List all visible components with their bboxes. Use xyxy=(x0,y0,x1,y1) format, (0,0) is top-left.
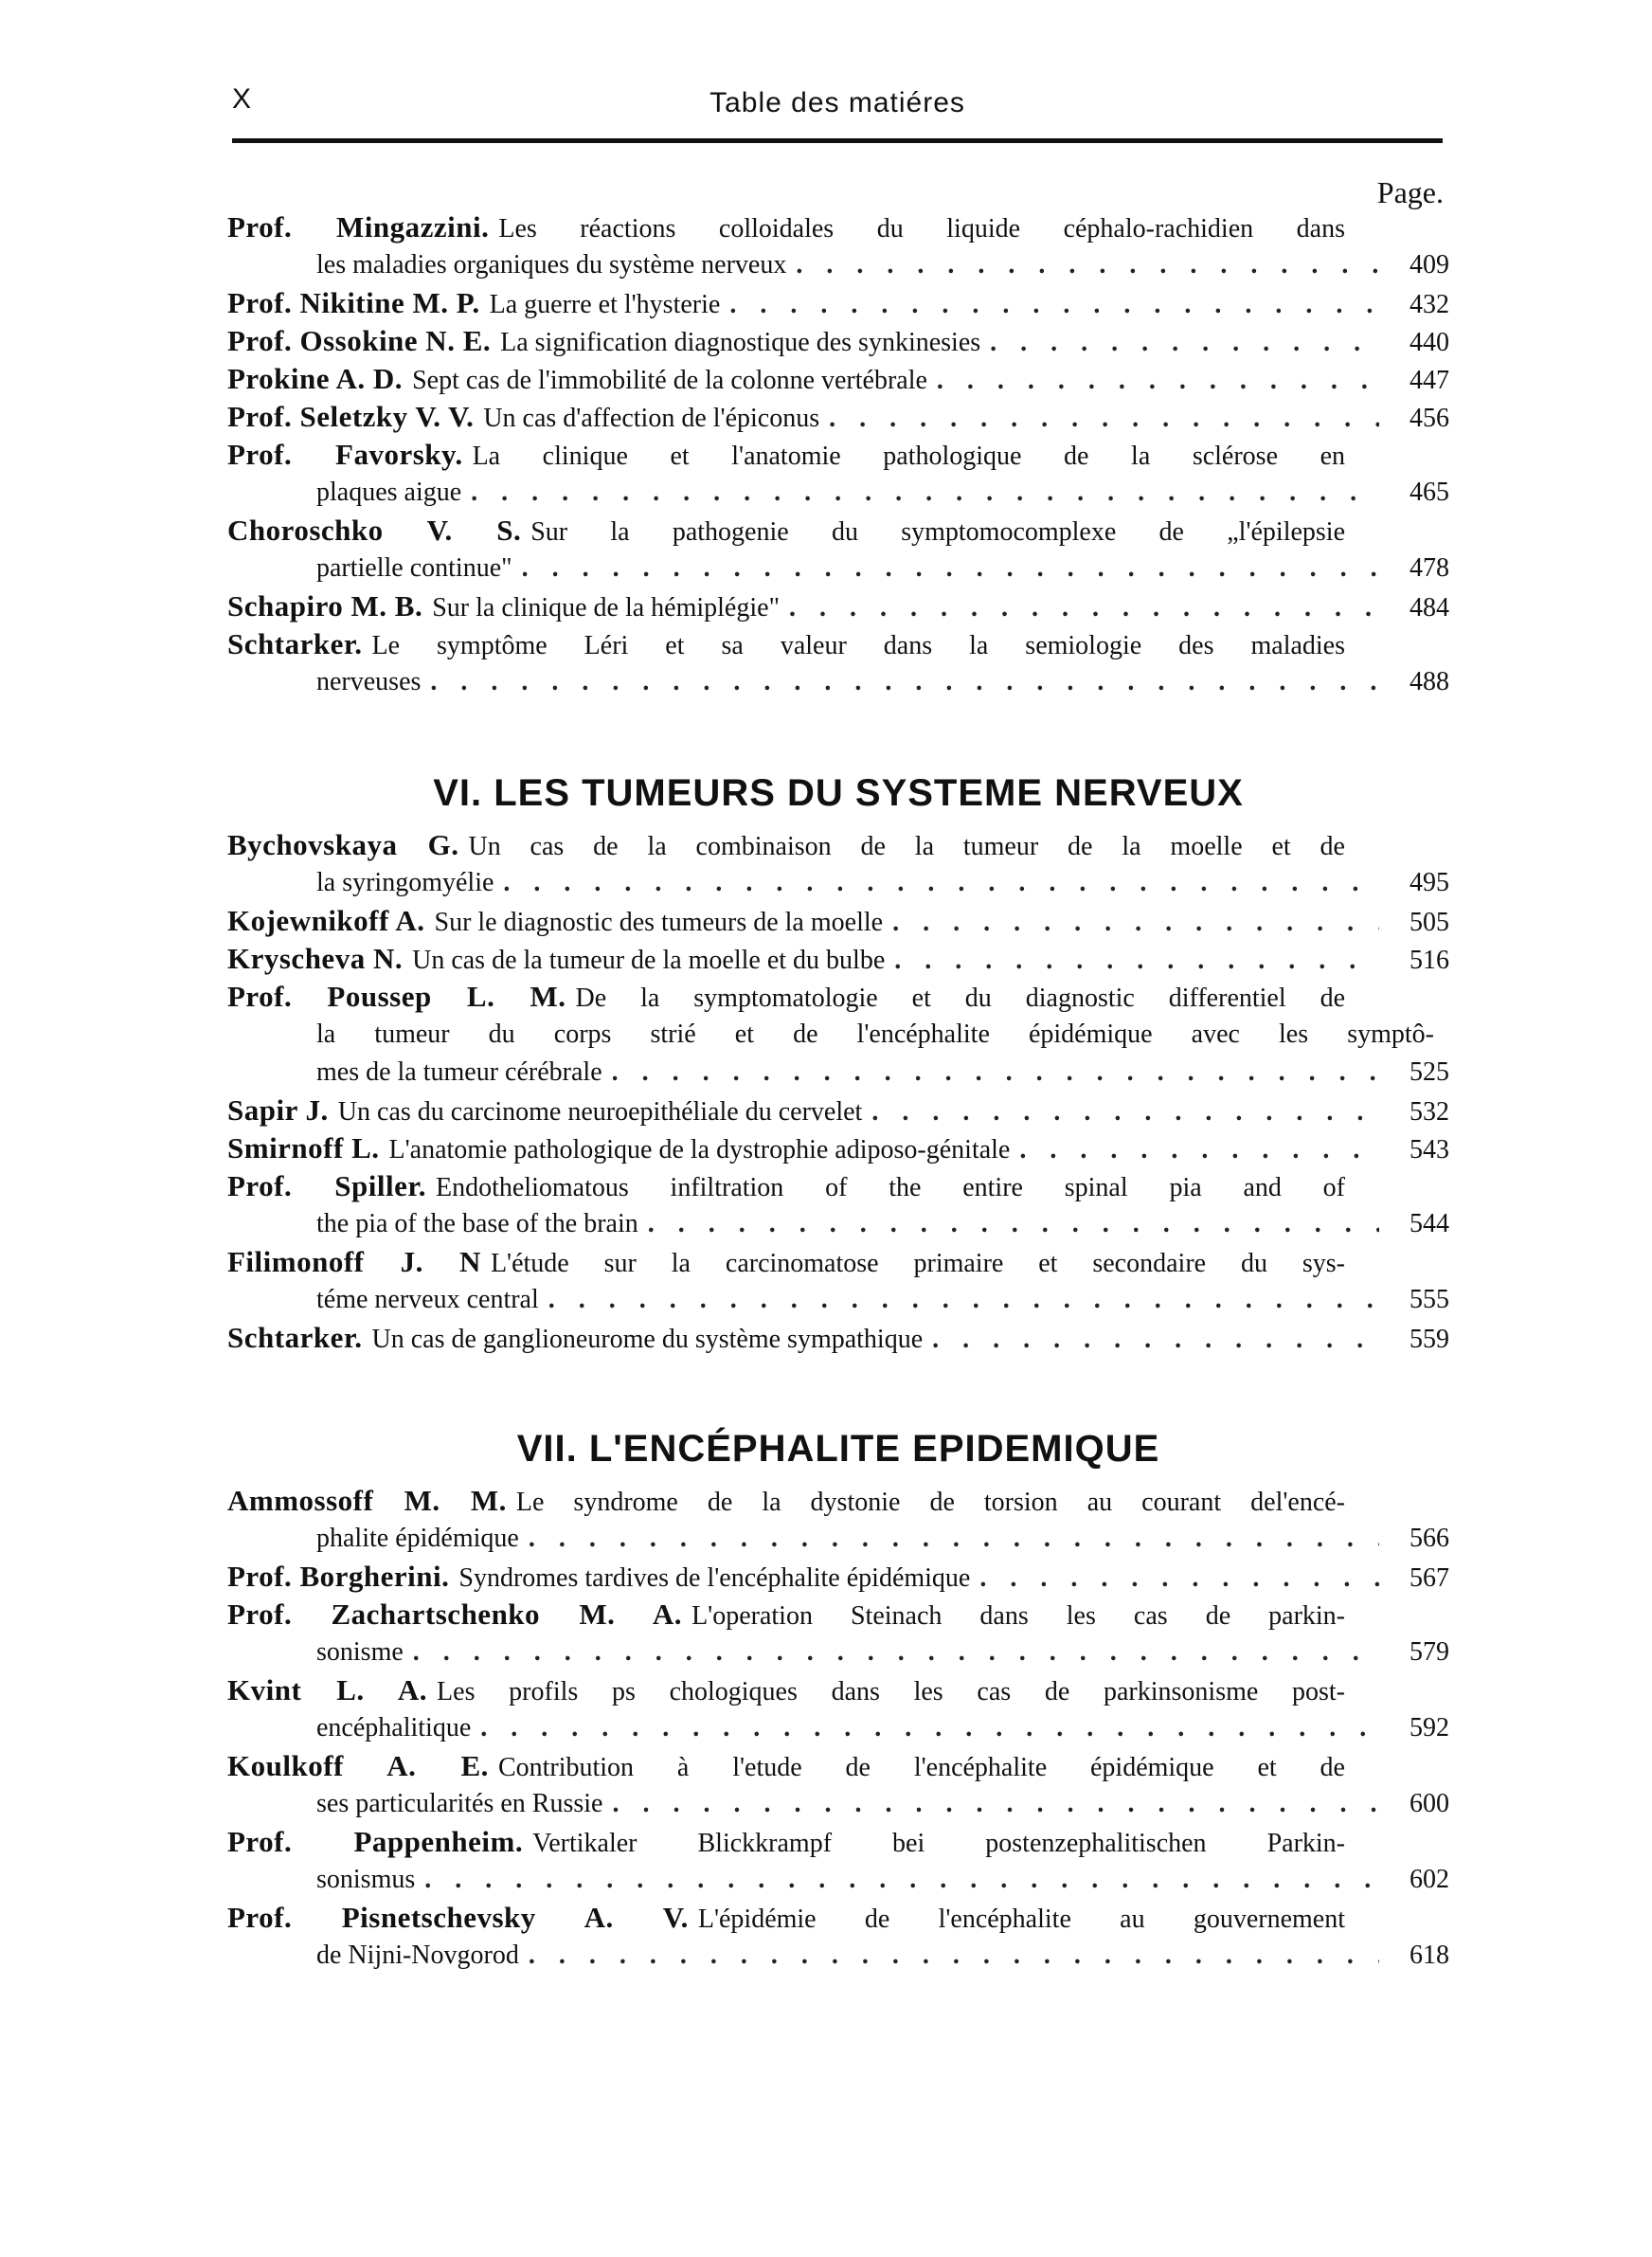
toc-author: Prof. Zachartschenko M. A. xyxy=(227,1598,683,1631)
toc-entry-line-text xyxy=(227,940,885,980)
toc-entry xyxy=(227,1899,1449,1975)
toc-entry-line xyxy=(227,1054,1449,1092)
header-rule xyxy=(232,138,1443,143)
toc-entry-line xyxy=(227,208,1449,246)
toc-entry-line-text xyxy=(316,1634,404,1671)
toc-entry-line-text xyxy=(316,550,512,587)
toc-author: Sapir J. xyxy=(227,1093,329,1127)
dot-leader xyxy=(480,1709,1379,1747)
toc-section-5 xyxy=(227,208,1449,701)
toc-title-text: sonisme xyxy=(316,1637,404,1667)
toc-title-text: La signification diagnostique des synkinesies xyxy=(500,328,981,357)
toc-entry-list xyxy=(227,1482,1449,1975)
toc-entry-line-text xyxy=(316,474,461,512)
dot-leader xyxy=(503,864,1379,902)
toc-entry xyxy=(227,322,1449,360)
toc-author: Koulkoff A. E. xyxy=(227,1749,489,1782)
toc-entry xyxy=(227,1596,1449,1671)
toc-entry-line xyxy=(227,1634,1449,1671)
section-title: VII. L'ENCÉPHALITE EPIDEMIQUE xyxy=(516,1428,1160,1470)
toc-entry-line xyxy=(227,550,1449,587)
toc-entry-line xyxy=(227,1861,1449,1899)
toc-entry-line xyxy=(227,864,1449,902)
dot-leader xyxy=(612,1785,1379,1823)
toc-entry-line-text xyxy=(227,625,1345,665)
toc-author: Schapiro M. B. xyxy=(227,589,423,623)
toc-title-text: partielle continue" xyxy=(316,553,512,583)
toc-entry xyxy=(227,978,1449,1092)
toc-entry xyxy=(227,1482,1449,1558)
toc-entry-line xyxy=(227,587,1449,625)
toc-page-number: 543 xyxy=(1410,1135,1449,1165)
toc-title-text: Les réactions colloidales du liquide céphalo-rachidien dans xyxy=(498,214,1345,244)
toc-entry-line xyxy=(227,1937,1449,1975)
toc-page-number: 488 xyxy=(1410,667,1449,696)
toc-title-text: La clinique et l'anatomie pathologique de la sclérose en xyxy=(472,442,1345,471)
toc-entry-line xyxy=(227,1671,1449,1709)
page-header xyxy=(232,83,1443,131)
dot-leader xyxy=(796,246,1379,284)
toc-page-number: 478 xyxy=(1410,553,1449,583)
toc-entry-line xyxy=(227,360,1449,398)
toc-title-text: Sur le diagnostic des tumeurs de la moelle xyxy=(434,908,884,937)
toc-title-text: phalite épidémique xyxy=(316,1524,519,1553)
toc-page-number: 567 xyxy=(1410,1563,1449,1593)
toc-section-6 xyxy=(227,760,1449,1357)
toc-entry-line xyxy=(227,1016,1449,1054)
toc-page-number: 566 xyxy=(1410,1524,1449,1553)
toc-entry-line-text xyxy=(227,208,1345,248)
toc-entry-line xyxy=(227,1899,1449,1937)
dot-leader xyxy=(894,942,1379,980)
toc-entry-line xyxy=(227,940,1449,978)
toc-page-number: 600 xyxy=(1410,1789,1449,1818)
toc-title-text: téme nerveux central xyxy=(316,1285,539,1314)
toc-entry-line-text xyxy=(316,1520,519,1558)
toc-entry-line-text xyxy=(227,1167,1345,1207)
toc-author: Prof. Poussep L. M. xyxy=(227,980,566,1013)
dot-leader xyxy=(892,904,1379,942)
toc-entry-line xyxy=(227,512,1449,550)
toc-entry-line-text xyxy=(227,284,720,324)
dot-leader xyxy=(729,286,1379,324)
toc-entry-line-text xyxy=(227,322,980,362)
toc-entry xyxy=(227,826,1449,902)
toc-entry-line xyxy=(227,1785,1449,1823)
toc-entry-line-text xyxy=(227,398,819,438)
toc-page-number: 579 xyxy=(1410,1637,1449,1667)
toc-entry-line-text xyxy=(316,1861,415,1899)
toc-title-text: Sur la clinique de la hémiplégie" xyxy=(432,593,780,623)
toc-entry-line-text xyxy=(316,864,494,902)
toc-entry-line-text xyxy=(316,663,421,701)
dot-leader xyxy=(789,589,1379,627)
dot-leader xyxy=(471,474,1379,512)
toc-entry xyxy=(227,587,1449,625)
toc-page-number: 516 xyxy=(1410,946,1449,975)
toc-title-text: L'operation Steinach dans les cas de parkin- xyxy=(691,1601,1345,1631)
toc-entry-line-text xyxy=(227,1596,1345,1635)
toc-entry-line xyxy=(227,663,1449,701)
toc-author: Prof. Seletzky V. V. xyxy=(227,400,475,433)
toc-page-number: 525 xyxy=(1410,1057,1449,1087)
toc-author: Kvint L. A. xyxy=(227,1673,428,1706)
toc-entry-line-text xyxy=(227,512,1345,551)
toc-author: Prof. Borgherini. xyxy=(227,1560,450,1593)
toc-author: Prof. Nikitine M. P. xyxy=(227,286,480,319)
toc-title-text: Un cas d'affection de l'épiconus xyxy=(483,404,820,433)
dot-leader xyxy=(1019,1131,1379,1169)
section-title: VI. LES TUMEURS DU SYSTEME NERVEUX xyxy=(433,772,1244,814)
toc-page-number: 618 xyxy=(1410,1941,1449,1970)
toc-entry xyxy=(227,1243,1449,1319)
toc-page-number: 555 xyxy=(1410,1285,1449,1314)
toc-title-text: L'anatomie pathologique de la dystrophie adiposo-génitale xyxy=(388,1135,1011,1165)
toc-entry-line xyxy=(227,1709,1449,1747)
toc-entry-line-text xyxy=(316,1281,539,1319)
toc-author: Filimonoff J. N xyxy=(227,1245,481,1278)
toc-entry-line-text xyxy=(227,1243,1345,1283)
toc-entry xyxy=(227,1558,1449,1596)
toc-title-text: Un cas de ganglioneurome du système sympathique xyxy=(371,1325,924,1354)
toc-title-text: sonismus xyxy=(316,1865,416,1894)
dot-leader xyxy=(648,1205,1379,1243)
toc-entry-line-text xyxy=(316,246,786,284)
dot-leader xyxy=(871,1093,1379,1131)
toc-entry xyxy=(227,902,1449,940)
dot-leader xyxy=(424,1861,1379,1899)
toc-entry xyxy=(227,1823,1449,1899)
toc-page-number: 592 xyxy=(1410,1713,1449,1742)
toc-entry-line-text xyxy=(316,1016,1434,1054)
toc-entry xyxy=(227,360,1449,398)
toc-entry-line-text xyxy=(227,1747,1345,1787)
toc-page-number: 544 xyxy=(1410,1209,1449,1238)
toc-entry-line-text xyxy=(227,1319,923,1359)
toc-page-number: 409 xyxy=(1410,250,1449,280)
toc-page-number: 495 xyxy=(1410,868,1449,897)
toc-entry-line xyxy=(227,1281,1449,1319)
toc-entry-line xyxy=(227,1092,1449,1129)
toc-entry-line-text xyxy=(227,436,1345,476)
toc-entry-line xyxy=(227,1243,1449,1281)
toc-entry-line xyxy=(227,246,1449,284)
toc-title-text: Un cas de la combinaison de la tumeur de la moelle et de xyxy=(468,832,1345,861)
toc-entry-line xyxy=(227,474,1449,512)
toc-author: Kojewnikoff A. xyxy=(227,904,425,937)
toc-title-text: Sept cas de l'immobilité de la colonne vertébrale xyxy=(412,366,927,395)
toc-page-number: 484 xyxy=(1410,593,1449,623)
toc-title-text: L'étude sur la carcinomatose primaire et secondaire du sys- xyxy=(490,1249,1345,1278)
toc-page-number: 532 xyxy=(1410,1097,1449,1127)
toc-author: Prokine A. D. xyxy=(227,362,404,395)
toc-entry-line xyxy=(227,1319,1449,1357)
toc-title-text: Le symptôme Léri et sa valeur dans la semiologie des maladies xyxy=(371,631,1345,660)
toc-page-number: 465 xyxy=(1410,478,1449,507)
toc-entry-line-text xyxy=(227,1671,1345,1711)
toc-entry-line-text xyxy=(316,1937,519,1975)
toc-page-number: 447 xyxy=(1410,366,1449,395)
toc-page-number: 559 xyxy=(1410,1325,1449,1354)
toc-title-text: the pia of the base of the brain xyxy=(316,1209,638,1238)
toc-author: Prof. Favorsky. xyxy=(227,438,463,471)
toc-entry-line xyxy=(227,978,1449,1016)
toc-entry xyxy=(227,940,1449,978)
toc-entry-line xyxy=(227,1747,1449,1785)
toc-entry xyxy=(227,1167,1449,1243)
toc-entry-line-text xyxy=(227,1558,970,1598)
dot-leader xyxy=(829,400,1379,438)
toc-entry-line xyxy=(227,322,1449,360)
toc-title-text: de Nijni-Novgorod xyxy=(316,1941,519,1970)
toc-author: Prof. Ossokine N. E. xyxy=(227,324,492,357)
toc-title-text: L'épidémie de l'encéphalite au gouvernement xyxy=(697,1905,1345,1934)
toc-title-text: ses particularités en Russie xyxy=(316,1789,603,1818)
toc-entry-line-text xyxy=(227,587,780,627)
toc-entry-line xyxy=(227,1823,1449,1861)
toc-entry-line xyxy=(227,436,1449,474)
toc-entry xyxy=(227,208,1449,284)
toc-title-text: Vertikaler Blickkrampf bei postenzephalitischen Parkin- xyxy=(532,1829,1345,1858)
toc-author: Choroschko V. S. xyxy=(227,514,522,547)
toc-page-number: 432 xyxy=(1410,290,1449,319)
dot-leader xyxy=(522,550,1379,587)
toc-title-text: plaques aigue xyxy=(316,478,462,507)
toc-title-text: Un cas de la tumeur de la moelle et du bulbe xyxy=(412,946,886,975)
toc-entry xyxy=(227,1671,1449,1747)
dot-leader xyxy=(612,1054,1379,1092)
toc-author: Prof. Pappenheim. xyxy=(227,1825,524,1858)
toc-entry-line-text xyxy=(227,826,1345,866)
toc-entry-line xyxy=(227,902,1449,940)
toc-entry-line xyxy=(227,826,1449,864)
dot-leader xyxy=(990,324,1379,362)
toc-entry-line-text xyxy=(227,1092,862,1131)
toc-page-number: 440 xyxy=(1410,328,1449,357)
dot-leader xyxy=(529,1937,1379,1975)
toc-title-text: Endotheliomatous infiltration of the entire spinal pia and of xyxy=(436,1173,1345,1202)
toc-author: Prof. Spiller. xyxy=(227,1169,426,1202)
toc-entry-line-text xyxy=(227,1899,1345,1939)
toc-entry-line-text xyxy=(316,1709,471,1747)
toc-title-text: Les profils ps chologiques dans les cas de parkinsonisme post- xyxy=(437,1677,1345,1706)
toc-entry xyxy=(227,625,1449,701)
toc-author: Prof. Mingazzini. xyxy=(227,210,490,244)
toc-entry xyxy=(227,1129,1449,1167)
dot-leader xyxy=(548,1281,1379,1319)
toc-author: Schtarker. xyxy=(227,1321,363,1354)
running-head: Table des matiéres xyxy=(709,87,965,118)
toc-author: Smirnoff L. xyxy=(227,1131,380,1165)
toc-author: Prof. Pisnetschevsky A. V. xyxy=(227,1901,689,1934)
toc-entry-line xyxy=(227,398,1449,436)
toc-author: Schtarker. xyxy=(227,627,363,660)
toc-content xyxy=(227,176,1449,1975)
page-numeral: X xyxy=(232,83,252,115)
toc-entry xyxy=(227,1319,1449,1357)
toc-entry-line xyxy=(227,1205,1449,1243)
toc-entry-line xyxy=(227,625,1449,663)
page-column-label: Page. xyxy=(1376,175,1444,209)
toc-author: Bychovskaya G. xyxy=(227,828,459,861)
toc-entry-line xyxy=(227,1520,1449,1558)
toc-entry xyxy=(227,1092,1449,1129)
toc-title-text: encéphalitique xyxy=(316,1713,472,1742)
toc-entry-line-text xyxy=(227,1823,1345,1863)
toc-entry-line-text xyxy=(227,902,883,942)
toc-author: Ammossoff M. M. xyxy=(227,1484,507,1517)
toc-entry-line xyxy=(227,1482,1449,1520)
toc-entry-list xyxy=(227,826,1449,1357)
toc-entry-line xyxy=(227,1129,1449,1167)
toc-page-number: 456 xyxy=(1410,404,1449,433)
toc-entry xyxy=(227,398,1449,436)
toc-entry-list xyxy=(227,208,1449,701)
toc-author: Kryscheva N. xyxy=(227,942,404,975)
toc-title-text: La guerre et l'hysterie xyxy=(489,290,721,319)
toc-section-7 xyxy=(227,1416,1449,1975)
toc-entry-line xyxy=(227,1167,1449,1205)
dot-leader xyxy=(529,1520,1379,1558)
dot-leader xyxy=(932,1321,1379,1359)
toc-entry-line-text xyxy=(316,1205,638,1243)
dot-leader xyxy=(979,1560,1379,1598)
toc-entry xyxy=(227,436,1449,512)
toc-title-text: Sur la pathogenie du symptomocomplexe de „l'épilepsie xyxy=(530,517,1345,547)
toc-title-text: la tumeur du corps strié et de l'encéphalite épidémique avec les symptô- xyxy=(316,1020,1434,1049)
toc-page-number: 602 xyxy=(1410,1865,1449,1894)
toc-title-text: Le syndrome de la dystonie de torsion au courant del'encé- xyxy=(515,1488,1345,1517)
toc-title-text: nerveuses xyxy=(316,667,422,696)
dot-leader xyxy=(430,663,1379,701)
toc-entry-line xyxy=(227,284,1449,322)
toc-title-text: Contribution à l'etude de l'encéphalite épidémique et de xyxy=(497,1753,1345,1782)
toc-title-text: la syringomyélie xyxy=(316,868,494,897)
dot-leader xyxy=(413,1634,1379,1671)
toc-title-text: Un cas du carcinome neuroepithéliale du cervelet xyxy=(337,1097,863,1127)
toc-entry-line-text xyxy=(316,1785,602,1823)
toc-entry-line-text xyxy=(227,978,1345,1018)
toc-title-text: les maladies organiques du système nerveux xyxy=(316,250,787,280)
toc-entry-line-text xyxy=(227,360,927,400)
toc-entry-line xyxy=(227,1596,1449,1634)
toc-page-number: 505 xyxy=(1410,908,1449,937)
toc-entry xyxy=(227,1747,1449,1823)
toc-entry xyxy=(227,512,1449,587)
toc-title-text: Syndromes tardives de l'encéphalite épidémique xyxy=(458,1563,971,1593)
dot-leader xyxy=(937,362,1379,400)
toc-entry-line-text xyxy=(227,1129,1010,1169)
toc-title-text: De la symptomatologie et du diagnostic differentiel de xyxy=(575,984,1345,1013)
toc-entry-line-text xyxy=(316,1054,602,1092)
toc-entry-line-text xyxy=(227,1482,1345,1522)
toc-title-text: mes de la tumeur cérébrale xyxy=(316,1057,602,1087)
toc-entry xyxy=(227,284,1449,322)
toc-entry-line xyxy=(227,1558,1449,1596)
